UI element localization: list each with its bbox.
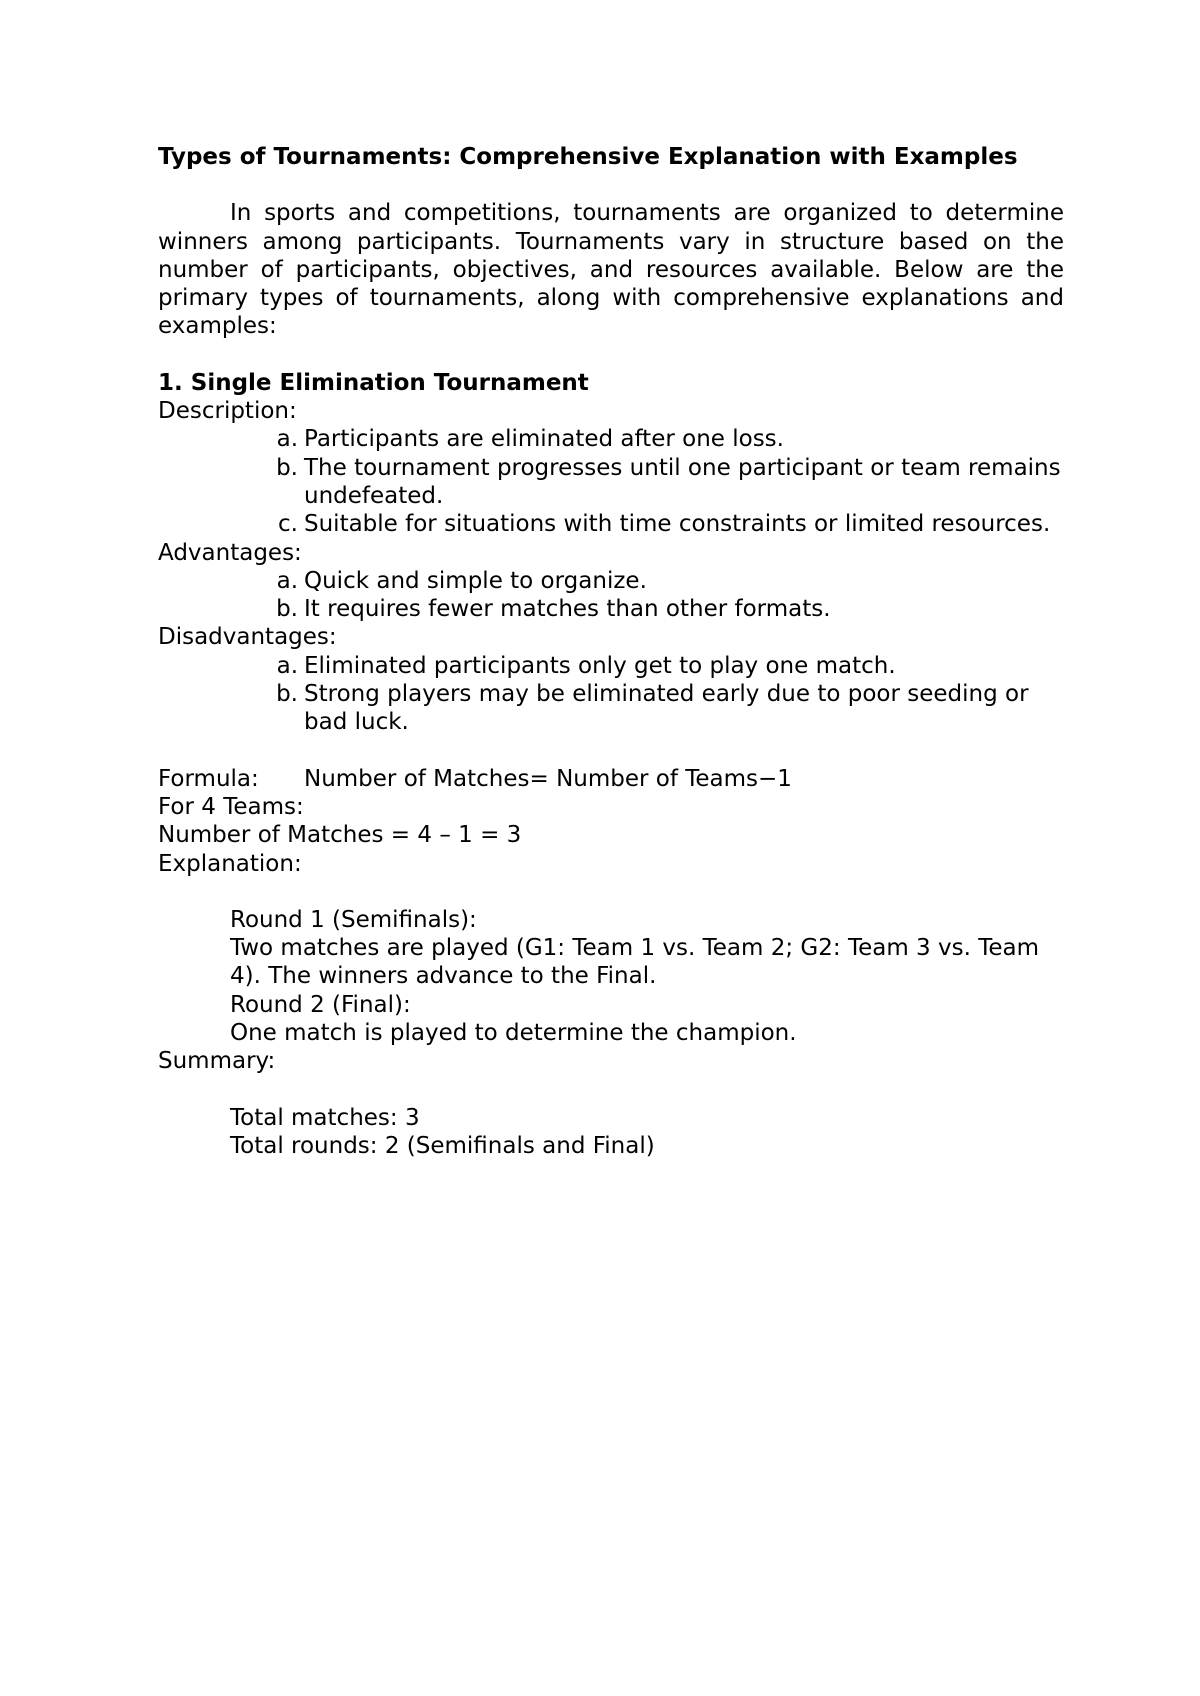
list-item-text: Participants are eliminated after one loss. (304, 426, 784, 453)
summary-label: Summary: (158, 1048, 276, 1075)
list-marker: b. (276, 596, 298, 623)
disadvantages-list (158, 652, 1064, 737)
document-body (158, 143, 1064, 1160)
list-item-text: The tournament progresses until one participant or team remains undefeated. (304, 454, 1061, 509)
matches-calculation: Number of Matches = 4 – 1 = 3 (158, 822, 522, 849)
for-teams-line: For 4 Teams: (158, 793, 304, 820)
intro-paragraph: In sports and competitions, tournaments are organized to determine winners among participants. Tournaments vary in structure based on the number of participants, objectives, and resources available. Below are the primary types of tournaments, along with comprehensive explanations and examples: (158, 200, 1064, 340)
list-marker: b. (276, 454, 298, 481)
list-item (276, 567, 1064, 595)
list-item (276, 680, 1064, 737)
list-marker: b. (276, 681, 298, 708)
explanation-label: Explanation: (158, 850, 302, 877)
description-label: Description: (158, 398, 297, 425)
explanation-line: Round 1 (Semifinals): (230, 906, 477, 933)
formula-text: Number of Matches= Number of Teams−1 (304, 765, 792, 792)
list-item (276, 454, 1064, 511)
list-item-text: It requires fewer matches than other formats. (304, 596, 831, 623)
summary-line: Total matches: 3 (230, 1104, 420, 1131)
list-item (276, 595, 1064, 623)
explanation-line: Round 2 (Final): (230, 991, 411, 1018)
document-title: Types of Tournaments: Comprehensive Explanation with Examples (158, 144, 1018, 170)
list-item (276, 425, 1064, 453)
list-marker: a. (276, 652, 298, 679)
list-item (276, 652, 1064, 680)
description-list (158, 425, 1064, 538)
list-item-text: Quick and simple to organize. (304, 567, 647, 594)
list-item (278, 510, 1064, 538)
list-marker: a. (276, 426, 298, 453)
formula-line (158, 765, 1064, 793)
list-item-text: Suitable for situations with time constraints or limited resources. (304, 511, 1051, 538)
disadvantages-label: Disadvantages: (158, 624, 337, 651)
formula-label: Formula: (158, 765, 259, 792)
list-item-text: Strong players may be eliminated early due to poor seeding or bad luck. (304, 681, 1029, 736)
explanation-line: Two matches are played (G1: Team 1 vs. Team 2; G2: Team 3 vs. Team 4). The winners advance to the Final. (230, 935, 1039, 990)
summary-block (158, 1104, 1064, 1161)
summary-line: Total rounds: 2 (Semifinals and Final) (230, 1132, 655, 1159)
section-heading: 1. Single Elimination Tournament (158, 369, 589, 396)
list-marker: a. (276, 567, 298, 594)
advantages-label: Advantages: (158, 539, 302, 566)
list-marker: c. (278, 511, 298, 538)
advantages-list (158, 567, 1064, 624)
explanation-block (158, 906, 1064, 1047)
explanation-line: One match is played to determine the champion. (230, 1020, 797, 1047)
list-item-text: Eliminated participants only get to play one match. (304, 652, 896, 679)
